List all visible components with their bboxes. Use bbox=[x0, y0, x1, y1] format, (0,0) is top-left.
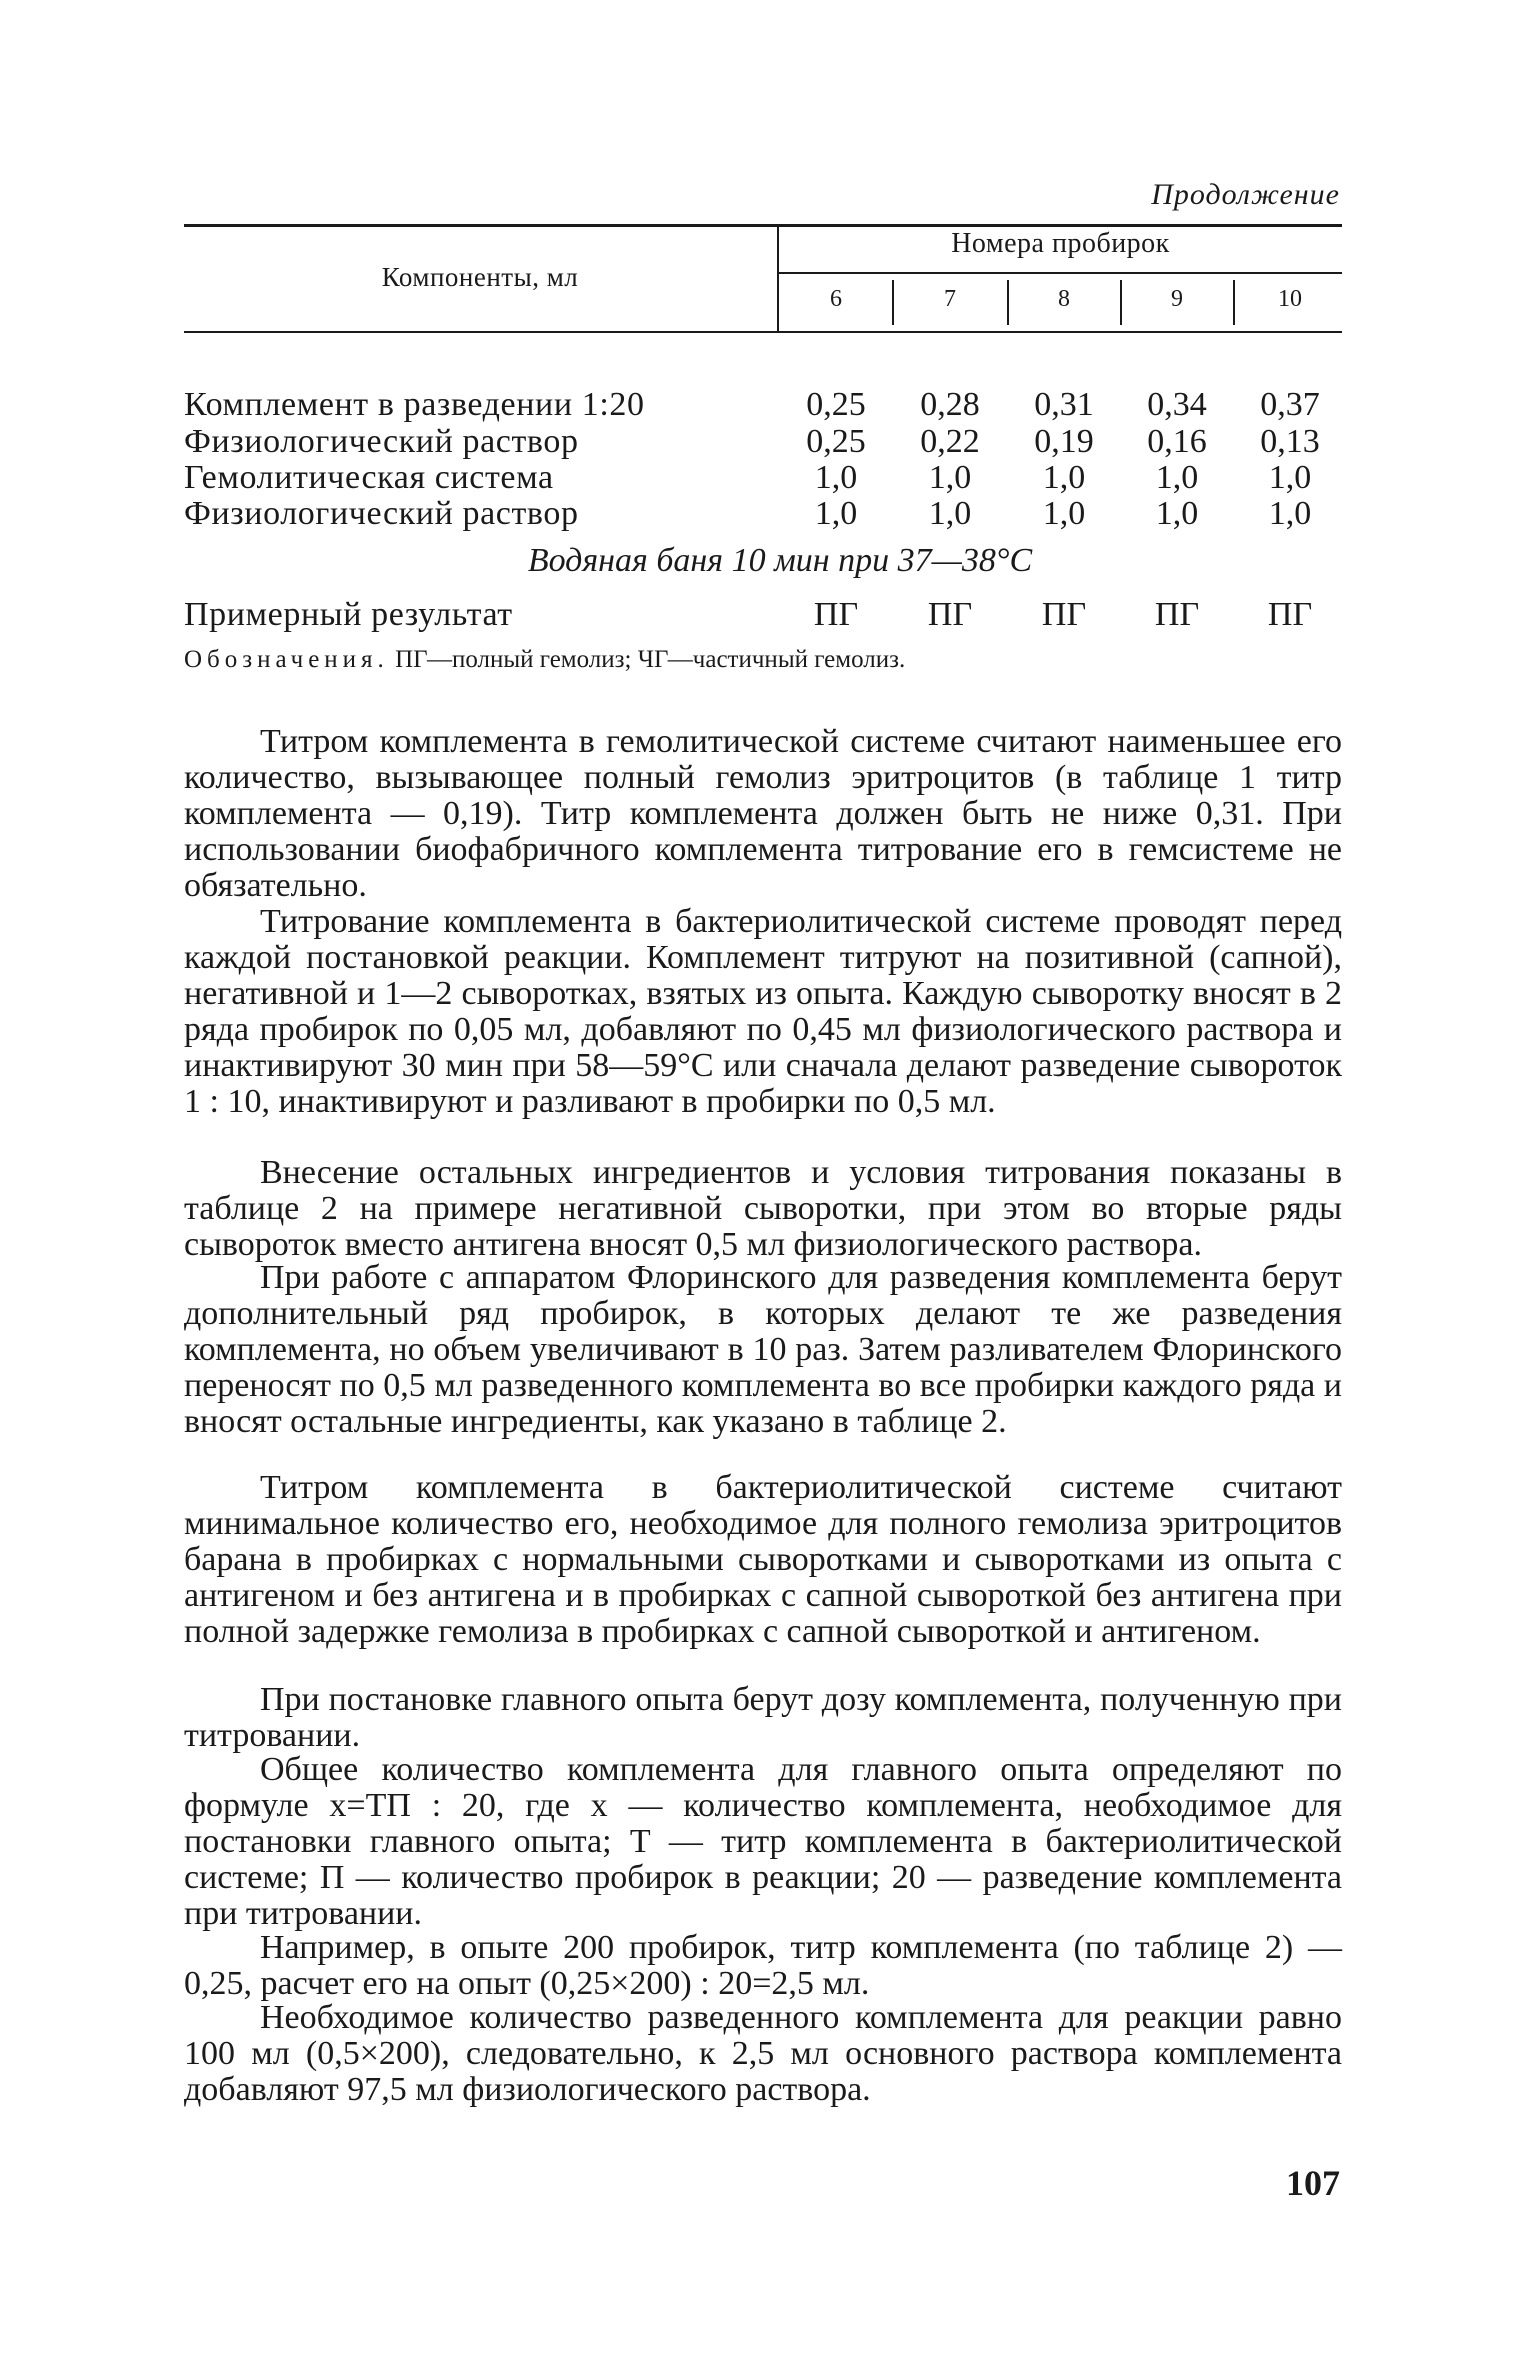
legend-prefix: Обозначения. bbox=[184, 646, 389, 673]
table-cell: 1,0 bbox=[1155, 459, 1199, 496]
table-cell: 0,25 bbox=[806, 423, 866, 460]
table-cell: ПГ bbox=[927, 596, 973, 633]
column-number: 10 bbox=[1278, 286, 1302, 312]
paragraph: Общее количество комплемента для главного опыта определяют по формуле x=ТП : 20, где x — количество комплемента, необходимое для постановки главного опыта; Т — титр комплемента в бактериолитической системе; П — количество пробирок в реакции; 20 — разведение комплемента при титровании. bbox=[184, 1751, 1342, 1932]
row-label: Примерный результат bbox=[184, 596, 513, 633]
paragraph: При работе с аппаратом Флоринского для разведения комплемента берут дополнительный ряд пробирок, в которых делают те же разведения комплемента, но объем увеличивают в 10 раз. Затем разливателем Флоринского переносят по 0,5 мл разведенного комплемента во все пробирки каждого ряда и вносят остальные ингредиенты, как указано в таблице 2. bbox=[184, 1259, 1342, 1440]
table-cell: ПГ bbox=[1041, 596, 1087, 633]
table-cell: 1,0 bbox=[1268, 459, 1312, 496]
table-cell: 0,25 bbox=[806, 386, 866, 423]
column-number: 9 bbox=[1171, 286, 1183, 312]
table-cell: 0,37 bbox=[1260, 386, 1320, 423]
row-label: Комплемент в разведении 1:20 bbox=[184, 386, 645, 423]
column-divider bbox=[892, 280, 894, 325]
column-divider bbox=[1233, 280, 1235, 325]
table-cell: ПГ bbox=[1154, 596, 1200, 633]
table-cell: 1,0 bbox=[1042, 495, 1086, 532]
paragraph: При постановке главного опыта берут дозу комплемента, полученную при титровании. bbox=[184, 1681, 1342, 1754]
row-label: Физиологический раствор bbox=[184, 495, 579, 532]
table-cell: 0,34 bbox=[1147, 386, 1207, 423]
paragraph: Титром комплемента в бактериолитической системе считают минимальное количество его, необходимое для полного гемолиза эритроцитов барана в пробирках с нормальными сыворотками и сыворотками из опыта с антигеном и без антигена и в пробирках с сапной сывороткой без антигена при полной задержке гемолиза в пробирках с сапной сывороткой и антигеном. bbox=[184, 1469, 1342, 1650]
paragraph: Внесение остальных ингредиентов и условия титрования показаны в таблице 2 на примере негативной сыворотки, при этом во вторые ряды сывороток вместо антигена вносят 0,5 мл физиологического раствора. bbox=[184, 1154, 1342, 1263]
row-label: Физиологический раствор bbox=[184, 423, 579, 460]
row-label: Гемолитическая система bbox=[184, 459, 554, 496]
table-subheader-rule bbox=[779, 272, 1342, 274]
column-divider bbox=[1120, 280, 1122, 325]
table-cell: 1,0 bbox=[1042, 459, 1086, 496]
table-cell: 0,22 bbox=[920, 423, 980, 460]
column-number: 8 bbox=[1058, 286, 1070, 312]
table-cell: 1,0 bbox=[814, 495, 858, 532]
paragraph: Титрование комплемента в бактериолитической системе проводят перед каждой постановкой реакции. Комплемент титруют на позитивной (сапной), негативной и 1—2 сыворотках, взятых из опыта. Каждую сыворотку вносят в 2 ряда пробирок по 0,05 мл, добавляют по 0,45 мл физиологического раствора и инактивируют 30 мин при 58—59°С или сначала делают разведение сывороток 1 : 10, инактивируют и разливают в пробирки по 0,5 мл. bbox=[184, 903, 1342, 1120]
table-cell: 1,0 bbox=[928, 495, 972, 532]
header-tube-numbers: Номера пробирок bbox=[951, 228, 1170, 259]
paragraph: Титром комплемента в гемолитической системе считают наименьшее его количество, вызывающее полный гемолиз эритроцитов (в таблице 1 титр комплемента — 0,19). Титр комплемента должен быть не ниже 0,31. При использовании биофабричного комплемента титрование его в гемсистеме не обязательно. bbox=[184, 723, 1342, 904]
table-cell: 0,31 bbox=[1034, 386, 1094, 423]
table-cell: 1,0 bbox=[1155, 495, 1199, 532]
legend-text: ПГ—полный гемолиз; ЧГ—частичный гемолиз. bbox=[395, 646, 906, 673]
table-header-bottom-rule bbox=[184, 331, 1342, 333]
column-divider bbox=[1007, 280, 1009, 325]
table-cell: 0,19 bbox=[1034, 423, 1094, 460]
table-cell: 0,16 bbox=[1147, 423, 1207, 460]
column-number: 6 bbox=[830, 286, 842, 312]
table-cell: 0,28 bbox=[920, 386, 980, 423]
water-bath-note: Водяная баня 10 мин при 37—38°С bbox=[527, 542, 1033, 579]
column-number: 7 bbox=[944, 286, 956, 312]
table-cell: ПГ bbox=[1267, 596, 1313, 633]
header-components: Компоненты, мл bbox=[381, 262, 579, 292]
table-legend bbox=[184, 646, 905, 674]
table-cell: 1,0 bbox=[928, 459, 972, 496]
table-cell: ПГ bbox=[813, 596, 859, 633]
table-cell: 1,0 bbox=[1268, 495, 1312, 532]
table-cell: 1,0 bbox=[814, 459, 858, 496]
paragraph: Например, в опыте 200 пробирок, титр комплемента (по таблице 2) — 0,25, расчет его на опыт (0,25×200) : 20=2,5 мл. bbox=[184, 1929, 1342, 2002]
table-top-rule bbox=[184, 224, 1342, 227]
paragraph: Необходимое количество разведенного комплемента для реакции равно 100 мл (0,5×200), следовательно, к 2,5 мл основного раствора комплемента добавляют 97,5 мл физиологического раствора. bbox=[184, 1999, 1342, 2108]
table-cell: 0,13 bbox=[1260, 423, 1320, 460]
continuation-label: Продолжение bbox=[1151, 178, 1340, 211]
page-number: 107 bbox=[1286, 2163, 1340, 2203]
